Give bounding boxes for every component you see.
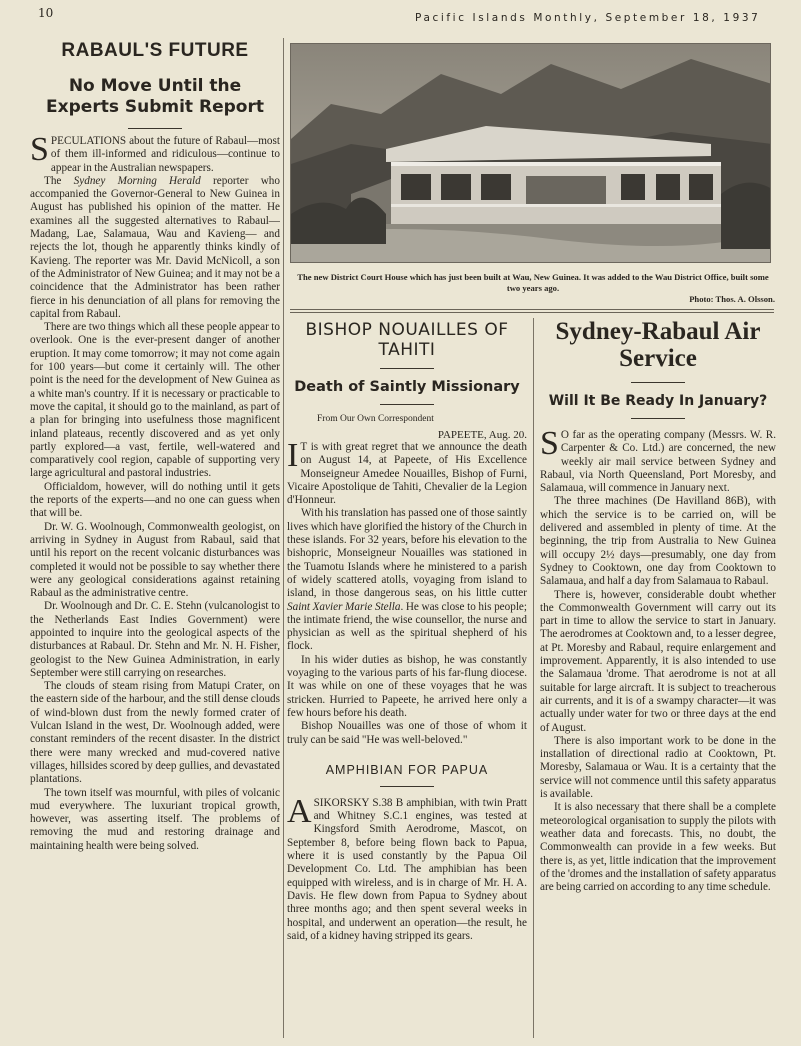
amphibian-dropcap: A	[287, 792, 312, 830]
photo-caption: The new District Court House which has just been built at Wau, New Guinea. It was added to the Wau District Office, built some two years ago.	[297, 272, 769, 293]
bishop-title: BISHOP NOUAILLES OF TAHITI	[305, 320, 509, 360]
rabaul-dropcap: S	[30, 131, 49, 168]
court-house-photo	[290, 43, 771, 263]
bishop-para-3: In his wider duties as bishop, he was constantly voyaging to the various parts of his far-flung diocese. It was while on one of these voyages that he was stricken. Hurried to Papeete, he arrived here only a few hours before his death.	[287, 653, 527, 719]
air-title: Sydney-Rabaul Air Service	[555, 318, 761, 372]
rabaul-article	[30, 38, 280, 1040]
rabaul-para-2: The Sydney Morning Herald reporter who accompanied the Governor-General to New Guinea in August has published his opinion of the matter. He examines all the suggested alternatives to Rabaul—Madang, Lae, Salamaua, Wau and Kavieng— and rejects the lot, though he apparently thinks kindly of Kavieng. The reporter was Mr. David McNicoll, a son of the Administrator of New Guinea; and it may not be a coincidence that the Administrator has been rather fierce in his denunciation of all plans for removing the capital from Rabaul.	[30, 174, 280, 320]
rabaul-subtitle: No Move Until the Experts Submit Report	[46, 76, 264, 117]
running-head: Pacific Islands Monthly, September 18, 1937	[415, 12, 761, 24]
bishop-byline: From Our Own Correspondent	[317, 414, 434, 424]
air-para-1: S O far as the operating company (Messrs. W. R. Carpenter & Co. Ltd.) are concerned, the new weekly air mail service between Sydney and Rabaul, via North Queensland, Port Moresby, and Salamaua, will commence in January next.	[540, 425, 776, 495]
bishop-dateline: PAPEETE, Aug. 20.	[437, 429, 527, 441]
air-subtitle: Will It Be Ready In January?	[548, 393, 768, 409]
column-divider-1	[283, 38, 284, 1038]
amphibian-para-1: ASIKORSKY S.38 B amphibian, with twin Pratt and Whitney S.C.1 engines, was tested at Kingsford Smith Aerodrome, Mascot, on September 8, before being flown back to Papua, where it is used constantly by the Papua Oil Development Co. Ltd. The amphibian has been equipped with wireless, and is in charge of Mr. H. A. Davis. He flew down from Papua to Sydney about three months ago; and then spent several weeks in hospital, and underwent an operation—the result, he said, of a kidney having stripped its gears.	[287, 792, 527, 942]
air-para-5: It is also necessary that there shall be a complete meteorological organisation to supply the pilots with weather data and forecasts. This, no doubt, the Commonwealth can provide in a few weeks. But there is, as yet, little indication that the improvement of the 'dromes and the installation of safety apparatus are being carried on according to any time schedule.	[540, 801, 776, 894]
bishop-subtitle: Death of Saintly Missionary	[294, 379, 520, 395]
bishop-article	[287, 318, 527, 1040]
rabaul-rule	[128, 128, 182, 129]
air-para-4: There is also important work to be done in the installation of directional radio at Cooktown, Pt. Moresby, Salamaua or Wau. It is a certainty that the service will not commence until this safety apparatus is available.	[540, 734, 776, 801]
court-house-photo-image	[291, 44, 771, 263]
bishop-rule-2	[380, 404, 434, 405]
rabaul-para-8: The town itself was mournful, with piles of volcanic mud everywhere. The luxuriant tropical growth, however, was asserting itself. The problems of removing the mud and restoring drainage and maintaining health were being solved.	[30, 786, 280, 852]
rabaul-para-1: SPECULATIONS about the future of Rabaul—most of them ill-informed and ridiculous—continue to appear in the Australian newspapers.	[30, 131, 280, 174]
air-rule-2	[631, 418, 685, 419]
bishop-para-1: I T is with great regret that we announce the death on August 14, at Papeete, of His Excellence Monseigneur Amedee Nouailles, Bishop of Furni, Vicaire Apostolique de Tahiti, Chevalier de la Legion d'Honneur.	[287, 437, 527, 507]
rabaul-title: RABAUL'S FUTURE	[61, 40, 249, 61]
photo-rule	[290, 309, 774, 313]
column-divider-2	[533, 318, 534, 1038]
ship-name: Saint Xavier Marie Stella	[287, 600, 401, 613]
rabaul-para-3: There are two things which all these people appear to overlook. One is the ever-present danger of another eruption. It may come tomorrow; it may not come again for 100 years—but come it certainly will. The other point is the need for the development of New Guinea as a white man's country. If it is necessary or practicable to move the capital, it should go to the mainland, as part of a plan for bringing into usefulness those magnificent inland plateaus, recently discovered and as yet only partly explored—a vast, fertile, well-watered and comparatively cool region, capable of supporting very large agricultural and pastoral industries.	[30, 321, 280, 480]
air-para-3: There is, however, considerable doubt whether the Commonwealth Government will carry out its part in time to allow the service to start in January. The aerodromes at Cooktown and, to a lesser degree, at Pt. Moresby and Rabaul, require enlargement and improvement. Apparently, it is also intended to use the Salamaua 'drome. That aerodrome is not at all suitable for large aircraft. It is subject to treacherous air currents, and it is of a swampy character—it was actually under water for two or three days at the end of August.	[540, 588, 776, 734]
air-service-article	[540, 318, 776, 1040]
bishop-para-2: With his translation has passed one of those saintly lives which have glorified the history of the Church in these islands. For 32 years, before his elevation to the bishopric, Monseigneur Nouailles was stationed in the Tuamotu Islands where he ministered to a parish of widely scattered atolls, voyaging from island to island, in those dangerous seas, on his little cutter Saint Xavier Marie Stella. He was close to his people; the intimate friend, the wise counsellor, the nurse and physician as well as the spiritual shepherd of his flock.	[287, 507, 527, 653]
air-dropcap: S	[540, 425, 559, 462]
air-rule-1	[631, 382, 685, 383]
newspaper-name: Sydney Morning Herald	[73, 174, 201, 187]
air-para-2: The three machines (De Havilland 86B), with which the service is to be carried on, will be delivered and assembled in plenty of time. At the beginning, the trip from Australia to New Guinea will occupy 2½ days—presumably, one day from Sydney to Cooktown, one day from Cooktown to Salamaua, and half a day from Salamaua to Rabaul.	[540, 495, 776, 588]
rabaul-para-6: Dr. Woolnough and Dr. C. E. Stehn (vulcanologist to the Netherlands East Indies Government) were appointed to inquire into the geological aspects of the disturbances at Rabaul. Dr. Stehn and Mr. N. H. Fisher, geologist to the New Guinea Administration, in early September were still carrying on researches.	[30, 600, 280, 679]
rabaul-para-4: Officialdom, however, will do nothing until it gets the reports of the experts—and no one can guess when that will be.	[30, 480, 280, 520]
rabaul-para-7: The clouds of steam rising from Matupi Crater, on the eastern side of the harbour, and the still dense clouds of wind-blown dust from the newly formed crater of Vulcan Island in the west, Dr. Woolnough added, were constant reminders of the recent disaster. In the district there were many wrecked and mud-covered native villages, hillsides scored by deep gullies, and devastated plantations.	[30, 680, 280, 786]
amphibian-title: AMPHIBIAN FOR PAPUA	[325, 762, 489, 777]
rabaul-para-5: Dr. W. G. Woolnough, Commonwealth geologist, on arriving in Sydney in August from Rabaul, said that until his report on the recent volcanic disturbances was completed it would not be possible to say whether there were any geological considerations against retaining Rabaul as the administrative centre.	[30, 520, 280, 600]
photo-credit: Photo: Thos. A. Olsson.	[689, 294, 775, 304]
bishop-dropcap: I	[287, 437, 299, 474]
amphibian-rule	[380, 786, 434, 787]
bishop-rule-1	[380, 368, 434, 369]
page-number: 10	[38, 6, 54, 20]
bishop-para-4: Bishop Nouailles was one of those of whom it truly can be said "He was well-beloved."	[287, 720, 527, 746]
